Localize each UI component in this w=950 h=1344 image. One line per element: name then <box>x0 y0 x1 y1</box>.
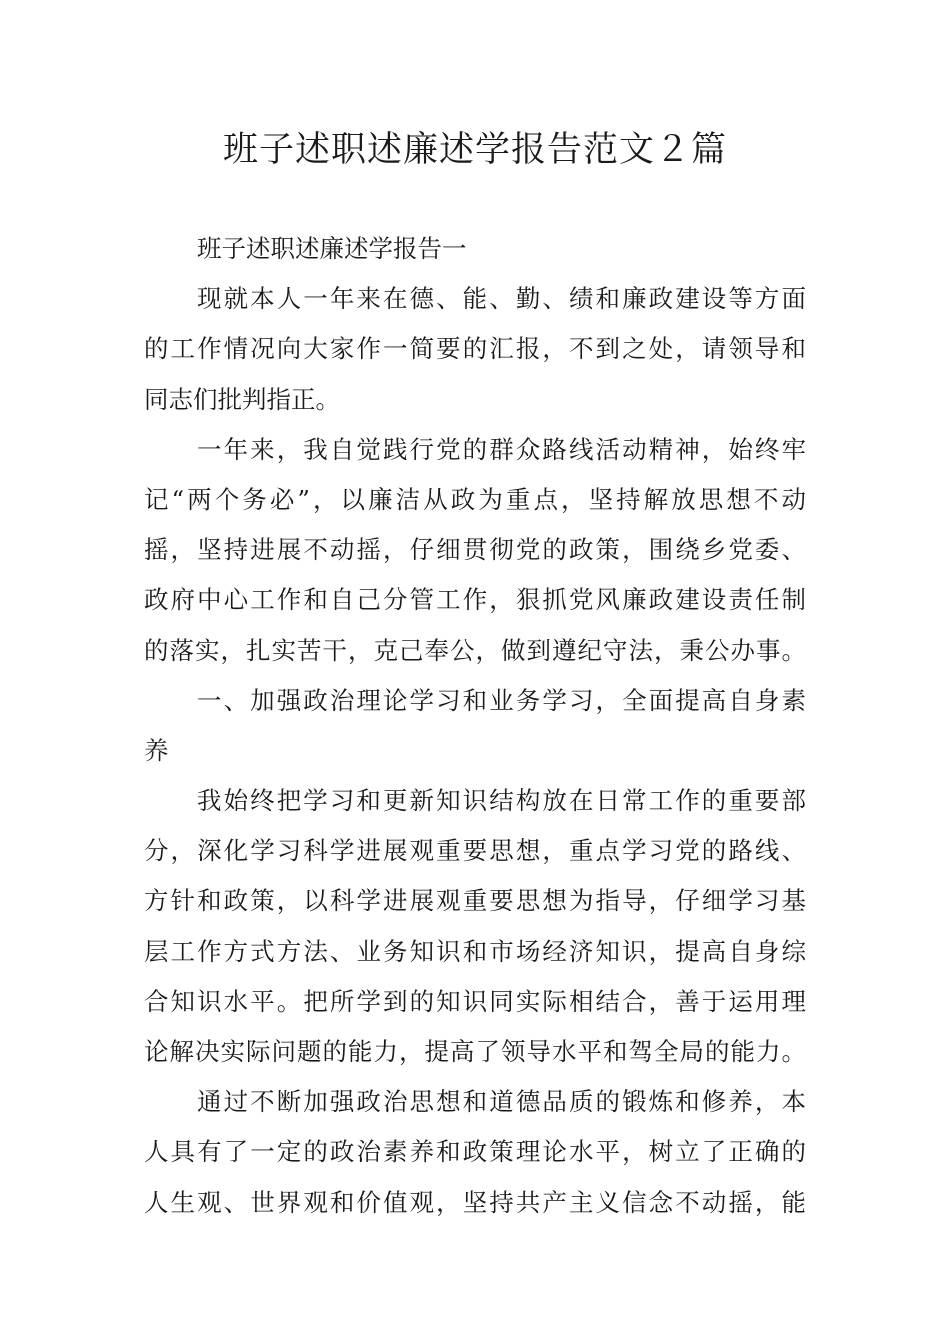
paragraph-line: 记“两个务必”，以廉洁从政为重点，坚持解放思想不动 <box>144 484 806 514</box>
document-body <box>144 224 806 1228</box>
section-heading: 养 <box>144 735 169 765</box>
paragraph-line: 同志们批判指正。 <box>144 384 340 414</box>
paragraph-line: 我始终把学习和更新知识结构放在日常工作的重要部 <box>197 786 806 816</box>
paragraph-line: 分，深化学习科学进展观重要思想，重点学习党的路线、 <box>144 836 806 866</box>
paragraph-line: 人具有了一定的政治素养和政策理论水平，树立了正确的 <box>144 1137 806 1167</box>
paragraph-line: 通过不断加强政治思想和道德品质的锻炼和修养，本 <box>197 1087 806 1117</box>
paragraph-line: 论解决实际问题的能力，提高了领导水平和驾全局的能力。 <box>144 1037 806 1066</box>
paragraph-line: 一年来，我自觉践行党的群众路线活动精神，始终牢 <box>197 434 806 464</box>
paragraph-line: 方针和政策，以科学进展观重要思想为指导，仔细学习基 <box>144 886 806 916</box>
paragraph-line: 人生观、世界观和价值观，坚持共产主义信念不动摇，能 <box>144 1187 806 1217</box>
paragraph-line: 合知识水平。把所学到的知识同实际相结合，善于运用理 <box>144 986 806 1016</box>
section-heading: 一、加强政治理论学习和业务学习，全面提高自身素 <box>197 685 806 715</box>
paragraph-line: 摇，坚持进展不动摇，仔细贯彻党的政策，围绕乡党委、 <box>144 535 806 565</box>
paragraph-line: 政府中心工作和自己分管工作，狠抓党风廉政建设责任制 <box>144 585 806 615</box>
section-subtitle: 班子述职述廉述学报告一 <box>197 234 467 263</box>
paragraph-line: 现就本人一年来在德、能、勤、绩和廉政建设等方面 <box>197 284 806 314</box>
paragraph-line: 的工作情况向大家作一简要的汇报，不到之处，请领导和 <box>144 334 806 364</box>
paragraph-line: 的落实，扎实苦干，克己奉公，做到遵纪守法，秉公办事。 <box>144 635 806 665</box>
paragraph-line: 层工作方式方法、业务知识和市场经济知识，提高自身综 <box>144 936 806 966</box>
document-title: 班子述职述廉述学报告范文２篇 <box>222 130 727 170</box>
